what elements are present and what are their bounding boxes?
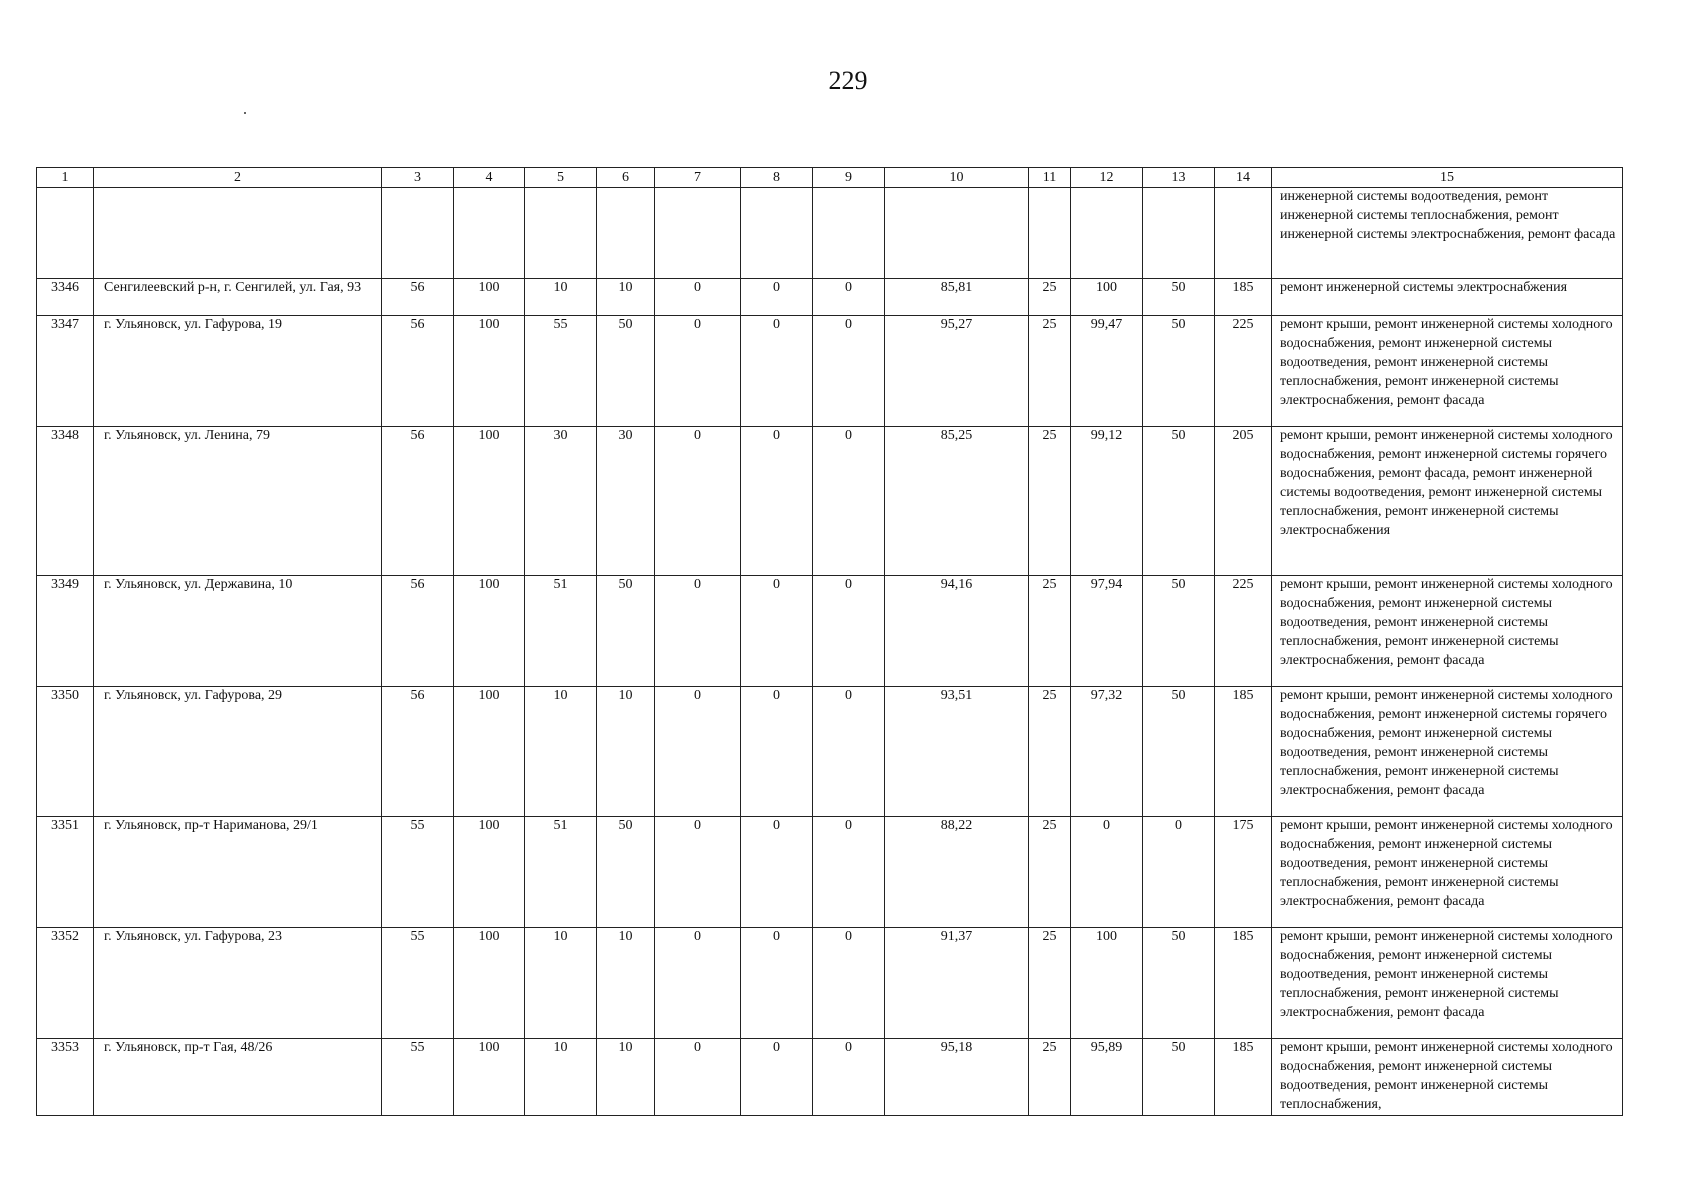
cell-work-types: ремонт крыши, ремонт инженерной системы холодного водоснабжения, ремонт инженерной системы водоотведения, ремонт инженерной системы теплоснабжения, ремонт инженерной системы электроснабжения, ремонт фасада (1272, 928, 1623, 1039)
cell-col-9: 0 (813, 817, 885, 928)
cell-col-12: 100 (1071, 279, 1143, 316)
cell-col-12: 99,12 (1071, 427, 1143, 576)
cell-col-8 (741, 188, 813, 279)
cell-col-3 (382, 188, 454, 279)
cell-row-number: 3353 (37, 1039, 94, 1116)
cell-col-9: 0 (813, 928, 885, 1039)
cell-col-7: 0 (655, 928, 741, 1039)
cell-work-types: ремонт крыши, ремонт инженерной системы холодного водоснабжения, ремонт инженерной системы горячего водоснабжения, ремонт инженерной системы водоотведения, ремонт инженерной системы теплоснабжения, ремонт инженерной системы электроснабжения, ремонт фасада (1272, 687, 1623, 817)
column-header-15: 15 (1272, 168, 1623, 188)
cell-col-5: 51 (525, 817, 597, 928)
cell-col-8: 0 (741, 427, 813, 576)
cell-col-7: 0 (655, 817, 741, 928)
column-header-14: 14 (1215, 168, 1272, 188)
cell-col-4: 100 (454, 1039, 525, 1116)
column-header-11: 11 (1029, 168, 1071, 188)
cell-col-9 (813, 188, 885, 279)
cell-col-10: 91,37 (885, 928, 1029, 1039)
cell-col-14: 185 (1215, 279, 1272, 316)
cell-col-8: 0 (741, 928, 813, 1039)
table-row (37, 427, 1623, 576)
cell-col-8: 0 (741, 817, 813, 928)
cell-address: г. Ульяновск, ул. Гафурова, 19 (94, 316, 382, 427)
cell-col-10: 88,22 (885, 817, 1029, 928)
cell-col-10: 85,81 (885, 279, 1029, 316)
cell-col-11: 25 (1029, 687, 1071, 817)
column-header-10: 10 (885, 168, 1029, 188)
column-header-9: 9 (813, 168, 885, 188)
cell-col-12: 0 (1071, 817, 1143, 928)
cell-address: г. Ульяновск, пр-т Гая, 48/26 (94, 1039, 382, 1116)
cell-col-10: 95,27 (885, 316, 1029, 427)
cell-col-8: 0 (741, 576, 813, 687)
cell-col-13: 0 (1143, 817, 1215, 928)
works-table (36, 167, 1623, 1116)
cell-col-3: 56 (382, 316, 454, 427)
cell-work-types: инженерной системы водоотведения, ремонт инженерной системы теплоснабжения, ремонт инженерной системы электроснабжения, ремонт фасада (1272, 188, 1623, 279)
cell-col-9: 0 (813, 427, 885, 576)
cell-col-6: 50 (597, 817, 655, 928)
cell-col-11: 25 (1029, 928, 1071, 1039)
cell-address: г. Ульяновск, ул. Гафурова, 29 (94, 687, 382, 817)
table-body (37, 188, 1623, 1116)
cell-col-13: 50 (1143, 576, 1215, 687)
cell-col-5: 51 (525, 576, 597, 687)
cell-work-types: ремонт крыши, ремонт инженерной системы холодного водоснабжения, ремонт инженерной системы горячего водоснабжения, ремонт фасада, ремонт инженерной системы водоотведения, ремонт инженерной системы теплоснабжения, ремонт инженерной системы электроснабжения (1272, 427, 1623, 576)
cell-col-4: 100 (454, 928, 525, 1039)
column-header-6: 6 (597, 168, 655, 188)
cell-col-9: 0 (813, 1039, 885, 1116)
cell-col-4: 100 (454, 427, 525, 576)
table-row (37, 576, 1623, 687)
cell-col-10: 95,18 (885, 1039, 1029, 1116)
cell-row-number: 3348 (37, 427, 94, 576)
cell-col-5: 30 (525, 427, 597, 576)
cell-col-13 (1143, 188, 1215, 279)
column-header-3: 3 (382, 168, 454, 188)
table-row (37, 928, 1623, 1039)
cell-col-3: 56 (382, 687, 454, 817)
cell-col-3: 55 (382, 1039, 454, 1116)
cell-col-7: 0 (655, 1039, 741, 1116)
cell-address (94, 188, 382, 279)
cell-col-13: 50 (1143, 427, 1215, 576)
table-row (37, 687, 1623, 817)
cell-col-12 (1071, 188, 1143, 279)
cell-col-7: 0 (655, 279, 741, 316)
cell-col-13: 50 (1143, 1039, 1215, 1116)
cell-col-3: 56 (382, 576, 454, 687)
cell-col-7 (655, 188, 741, 279)
cell-col-3: 56 (382, 427, 454, 576)
table-row (37, 279, 1623, 316)
cell-col-4 (454, 188, 525, 279)
cell-work-types: ремонт крыши, ремонт инженерной системы холодного водоснабжения, ремонт инженерной системы водоотведения, ремонт инженерной системы теплоснабжения, ремонт инженерной системы электроснабжения, ремонт фасада (1272, 576, 1623, 687)
cell-col-5: 55 (525, 316, 597, 427)
cell-col-12: 97,94 (1071, 576, 1143, 687)
cell-address: г. Ульяновск, ул. Ленина, 79 (94, 427, 382, 576)
cell-col-6 (597, 188, 655, 279)
cell-col-14: 205 (1215, 427, 1272, 576)
cell-col-14: 225 (1215, 576, 1272, 687)
column-header-1: 1 (37, 168, 94, 188)
cell-col-3: 55 (382, 928, 454, 1039)
cell-col-11: 25 (1029, 427, 1071, 576)
table-header-row (37, 168, 1623, 188)
cell-col-11: 25 (1029, 1039, 1071, 1116)
cell-work-types: ремонт инженерной системы электроснабжения (1272, 279, 1623, 316)
cell-address: г. Ульяновск, ул. Гафурова, 23 (94, 928, 382, 1039)
cell-col-6: 10 (597, 687, 655, 817)
cell-col-5: 10 (525, 1039, 597, 1116)
cell-col-13: 50 (1143, 279, 1215, 316)
cell-col-12: 97,32 (1071, 687, 1143, 817)
cell-col-13: 50 (1143, 687, 1215, 817)
cell-row-number (37, 188, 94, 279)
cell-col-5: 10 (525, 928, 597, 1039)
cell-col-14: 175 (1215, 817, 1272, 928)
cell-col-8: 0 (741, 1039, 813, 1116)
cell-address: г. Ульяновск, пр-т Нариманова, 29/1 (94, 817, 382, 928)
cell-row-number: 3351 (37, 817, 94, 928)
column-header-12: 12 (1071, 168, 1143, 188)
cell-col-13: 50 (1143, 316, 1215, 427)
cell-col-4: 100 (454, 817, 525, 928)
cell-col-12: 100 (1071, 928, 1143, 1039)
cell-col-6: 10 (597, 1039, 655, 1116)
cell-col-5: 10 (525, 279, 597, 316)
cell-work-types: ремонт крыши, ремонт инженерной системы холодного водоснабжения, ремонт инженерной системы водоотведения, ремонт инженерной системы теплоснабжения, (1272, 1039, 1623, 1116)
table-row (37, 1039, 1623, 1116)
column-header-5: 5 (525, 168, 597, 188)
cell-col-9: 0 (813, 687, 885, 817)
table-row (37, 188, 1623, 279)
cell-col-6: 30 (597, 427, 655, 576)
cell-col-14: 185 (1215, 687, 1272, 817)
cell-col-6: 50 (597, 576, 655, 687)
cell-col-11: 25 (1029, 316, 1071, 427)
cell-col-14: 225 (1215, 316, 1272, 427)
cell-col-8: 0 (741, 687, 813, 817)
cell-address: Сенгилеевский р-н, г. Сенгилей, ул. Гая, 93 (94, 279, 382, 316)
cell-col-6: 10 (597, 928, 655, 1039)
cell-col-3: 55 (382, 817, 454, 928)
cell-col-14: 185 (1215, 1039, 1272, 1116)
cell-col-11: 25 (1029, 576, 1071, 687)
cell-row-number: 3352 (37, 928, 94, 1039)
column-header-4: 4 (454, 168, 525, 188)
cell-col-13: 50 (1143, 928, 1215, 1039)
table-row (37, 316, 1623, 427)
page-number: 229 (828, 66, 868, 95)
cell-row-number: 3346 (37, 279, 94, 316)
cell-col-7: 0 (655, 576, 741, 687)
cell-col-5 (525, 188, 597, 279)
column-header-7: 7 (655, 168, 741, 188)
scan-speck (244, 112, 246, 114)
cell-col-4: 100 (454, 279, 525, 316)
cell-work-types: ремонт крыши, ремонт инженерной системы холодного водоснабжения, ремонт инженерной системы водоотведения, ремонт инженерной системы теплоснабжения, ремонт инженерной системы электроснабжения, ремонт фасада (1272, 316, 1623, 427)
cell-col-9: 0 (813, 576, 885, 687)
cell-row-number: 3349 (37, 576, 94, 687)
cell-col-7: 0 (655, 687, 741, 817)
cell-col-6: 10 (597, 279, 655, 316)
cell-work-types: ремонт крыши, ремонт инженерной системы холодного водоснабжения, ремонт инженерной системы водоотведения, ремонт инженерной системы теплоснабжения, ремонт инженерной системы электроснабжения, ремонт фасада (1272, 817, 1623, 928)
cell-col-10: 85,25 (885, 427, 1029, 576)
cell-col-3: 56 (382, 279, 454, 316)
cell-col-5: 10 (525, 687, 597, 817)
cell-col-11 (1029, 188, 1071, 279)
cell-col-7: 0 (655, 427, 741, 576)
column-header-8: 8 (741, 168, 813, 188)
cell-col-8: 0 (741, 279, 813, 316)
cell-col-14: 185 (1215, 928, 1272, 1039)
cell-row-number: 3350 (37, 687, 94, 817)
cell-col-4: 100 (454, 687, 525, 817)
cell-col-8: 0 (741, 316, 813, 427)
cell-col-6: 50 (597, 316, 655, 427)
cell-address: г. Ульяновск, ул. Державина, 10 (94, 576, 382, 687)
cell-col-10 (885, 188, 1029, 279)
cell-col-11: 25 (1029, 817, 1071, 928)
cell-row-number: 3347 (37, 316, 94, 427)
cell-col-9: 0 (813, 279, 885, 316)
cell-col-4: 100 (454, 576, 525, 687)
cell-col-10: 94,16 (885, 576, 1029, 687)
cell-col-4: 100 (454, 316, 525, 427)
cell-col-11: 25 (1029, 279, 1071, 316)
cell-col-12: 95,89 (1071, 1039, 1143, 1116)
column-header-13: 13 (1143, 168, 1215, 188)
cell-col-14 (1215, 188, 1272, 279)
cell-col-10: 93,51 (885, 687, 1029, 817)
table-row (37, 817, 1623, 928)
cell-col-12: 99,47 (1071, 316, 1143, 427)
column-header-2: 2 (94, 168, 382, 188)
cell-col-9: 0 (813, 316, 885, 427)
cell-col-7: 0 (655, 316, 741, 427)
